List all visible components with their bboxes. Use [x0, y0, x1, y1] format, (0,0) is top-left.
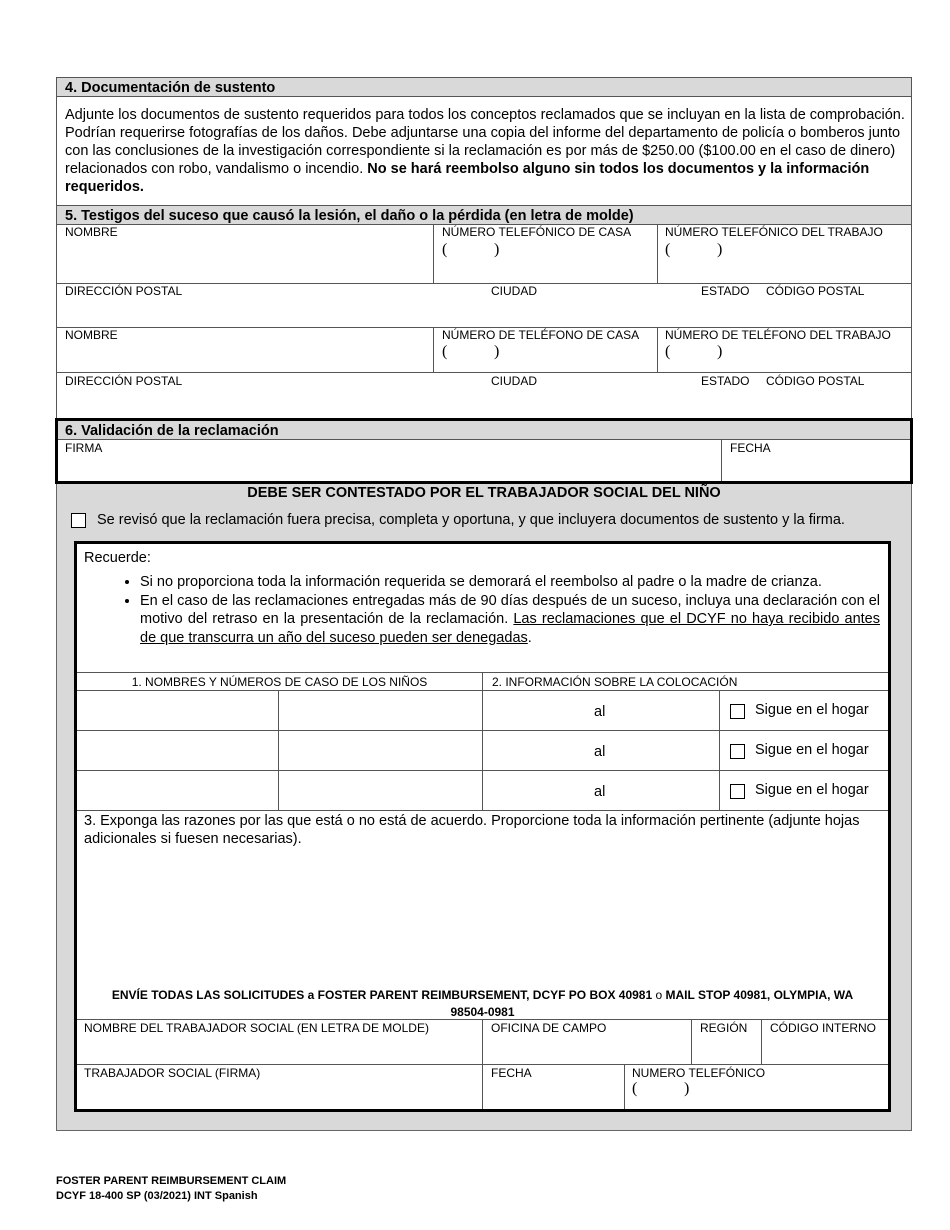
- children-header: 1. NOMBRES Y NÚMEROS DE CASO DE LOS NIÑOS: [131, 675, 428, 689]
- still-home-label-1: Sigue en el hogar: [755, 702, 869, 718]
- send-line1-a: ENVÍE TODAS LAS SOLICITUDES a FOSTER PARENT REIMBURSEMENT, DCYF PO BOX 40981: [111, 988, 656, 1002]
- internal-code-field[interactable]: [764, 1036, 886, 1062]
- w2-name-field[interactable]: [60, 343, 430, 370]
- w2-work-phone-field[interactable]: [665, 343, 865, 365]
- footer-form-title: FOSTER PARENT REIMBURSEMENT CLAIM: [56, 1175, 287, 1187]
- w1-city-label: CIUDAD: [491, 284, 538, 298]
- paren-open: (: [665, 343, 671, 360]
- w2-home-phone-field[interactable]: [442, 343, 642, 365]
- still-home-checkbox-3[interactable]: [730, 784, 745, 799]
- w1-work-phone-label: NÚMERO TELEFÓNICO DEL TRABAJO: [665, 225, 883, 239]
- w2-state-label: ESTADO: [701, 374, 750, 388]
- region-field[interactable]: [694, 1036, 758, 1062]
- send-line1-or: o: [655, 988, 663, 1002]
- remember-bullets: [90, 573, 880, 647]
- bullet-2: [140, 592, 880, 648]
- placement-al-3: al: [594, 784, 606, 800]
- field-office-field[interactable]: [486, 1036, 688, 1062]
- section5-title: 5. Testigos del suceso que causó la lesión, el daño o la pérdida (en letra de molde): [56, 205, 912, 225]
- paren-close: ): [717, 241, 723, 258]
- sw-phone-field[interactable]: [632, 1080, 882, 1104]
- child-name-1[interactable]: [79, 692, 276, 728]
- phone-label: NUMERO TELEFÓNICO: [632, 1066, 766, 1080]
- section4-body-text: Adjunte los documentos de sustento requeridos para todos los conceptos reclamados que se incluyan en la lista de comprobación. Podrían requerirse fotografías de los daños. Debe adjuntarse una copia del informe del departamento de policía o bomberos junto con las conclusiones de la investigación correspondiente si la reclamación es por más de $250.00 ($100.00 en el caso de dinero) relacionados con robo, vandalismo o incendio.: [65, 107, 905, 177]
- child-case-1[interactable]: [280, 692, 480, 728]
- paren-close: ): [494, 343, 500, 360]
- still-home-label-2: Sigue en el hogar: [755, 742, 869, 758]
- reasons-field[interactable]: [84, 850, 884, 980]
- paren-open: (: [442, 241, 448, 258]
- paren-close: ): [684, 1080, 690, 1097]
- w1-work-phone-field[interactable]: [665, 241, 865, 263]
- field-office-label: OFICINA DE CAMPO: [491, 1021, 607, 1035]
- w1-name-field[interactable]: [60, 240, 430, 280]
- child-name-2[interactable]: [79, 732, 276, 768]
- w2-zip-label: CÓDIGO POSTAL: [766, 374, 865, 388]
- send-instructions: [77, 987, 888, 1021]
- still-home-checkbox-2[interactable]: [730, 744, 745, 759]
- w1-home-phone-label: NÚMERO TELEFÓNICO DE CASA: [442, 225, 632, 239]
- w2-address-field[interactable]: [60, 390, 908, 415]
- sw-signature-field[interactable]: [80, 1081, 480, 1107]
- section4-body: [65, 106, 905, 196]
- child-name-3[interactable]: [79, 772, 276, 808]
- w2-home-phone-label: NÚMERO DE TELÉFONO DE CASA: [442, 328, 640, 342]
- internal-code-label: CÓDIGO INTERNO: [770, 1021, 877, 1035]
- paren-open: (: [665, 241, 671, 258]
- signature-label: FIRMA: [65, 441, 103, 455]
- bullet-1: • Si no proporciona toda la información requerida se demorará el reembolso al padre o la madre de crianza.: [140, 573, 880, 592]
- w1-name-label: NOMBRE: [65, 225, 118, 239]
- w2-name-label: NOMBRE: [65, 328, 118, 342]
- bullet-2-underlined: Las reclamaciones que el DCYF no haya recibido antes de que transcurra un año del suceso pueden ser denegadas: [140, 611, 880, 646]
- paren-close: ): [494, 241, 500, 258]
- w2-city-label: CIUDAD: [491, 374, 538, 388]
- child-case-3[interactable]: [280, 772, 480, 808]
- paren-close: ): [717, 343, 723, 360]
- w1-home-phone-field[interactable]: [442, 241, 642, 263]
- sw-name-field[interactable]: [80, 1036, 480, 1062]
- paren-open: (: [632, 1080, 638, 1097]
- sw-heading: DEBE SER CONTESTADO POR EL TRABAJADOR SOCIAL DEL NIÑO: [247, 485, 721, 501]
- sw-date-field[interactable]: [486, 1081, 622, 1107]
- date-label: FECHA: [730, 441, 771, 455]
- section6-title: 6. Validación de la reclamación: [65, 423, 279, 439]
- w2-address-label: DIRECCIÓN POSTAL: [65, 374, 183, 388]
- section4-body-bold: No se hará reembolso alguno sin todos los documentos y la información requeridos.: [65, 161, 870, 195]
- bullet-2-text: En el caso de las reclamaciones entregadas más de 90 días después de un suceso, incluya una declaración con el motivo del retraso en la presentación de la reclamación.: [140, 592, 880, 627]
- sw-name-label: NOMBRE DEL TRABAJADOR SOCIAL (EN LETRA DE MOLDE): [84, 1021, 429, 1035]
- child-case-2[interactable]: [280, 732, 480, 768]
- paren-open: (: [442, 343, 448, 360]
- placement-al-2: al: [594, 744, 606, 760]
- w1-address-label: DIRECCIÓN POSTAL: [65, 284, 183, 298]
- sw-date-label: FECHA: [491, 1066, 532, 1080]
- bullet-2-end: .: [527, 629, 532, 646]
- region-label: REGIÓN: [700, 1021, 748, 1035]
- date-field[interactable]: [725, 456, 907, 480]
- sw-signature-label: TRABAJADOR SOCIAL (FIRMA): [84, 1066, 261, 1080]
- w1-zip-label: CÓDIGO POSTAL: [766, 284, 865, 298]
- footer: [56, 1174, 286, 1204]
- footer-form-number: DCYF 18-400 SP (03/2021) INT Spanish: [56, 1190, 258, 1202]
- w1-state-label: ESTADO: [701, 284, 750, 298]
- still-home-label-3: Sigue en el hogar: [755, 782, 869, 798]
- reasons-label: 3. Exponga las razones por las que está o no está de acuerdo. Proporcione toda la información pertinente (adjunte hojas adicionales si fuesen necesarias).: [84, 813, 860, 847]
- section4-title: 4. Documentación de sustento: [56, 77, 912, 97]
- still-home-checkbox-1[interactable]: [730, 704, 745, 719]
- placement-header: 2. INFORMACIÓN SOBRE LA COLOCACIÓN: [492, 675, 738, 689]
- w1-address-field[interactable]: [60, 300, 908, 324]
- signature-field[interactable]: [60, 456, 718, 480]
- remember-label: Recuerde:: [84, 550, 151, 566]
- review-checkbox-label: Se revisó que la reclamación fuera precisa, completa y oportuna, y que incluyera documentos de sustento y la firma.: [97, 512, 845, 528]
- w2-work-phone-label: NÚMERO DE TELÉFONO DEL TRABAJO: [665, 328, 891, 342]
- send-line2: 98504-0981: [450, 1005, 515, 1019]
- placement-al-1: al: [594, 704, 606, 720]
- review-checkbox[interactable]: [71, 513, 86, 528]
- send-line1-b: MAIL STOP 40981, OLYMPIA, WA: [662, 988, 854, 1002]
